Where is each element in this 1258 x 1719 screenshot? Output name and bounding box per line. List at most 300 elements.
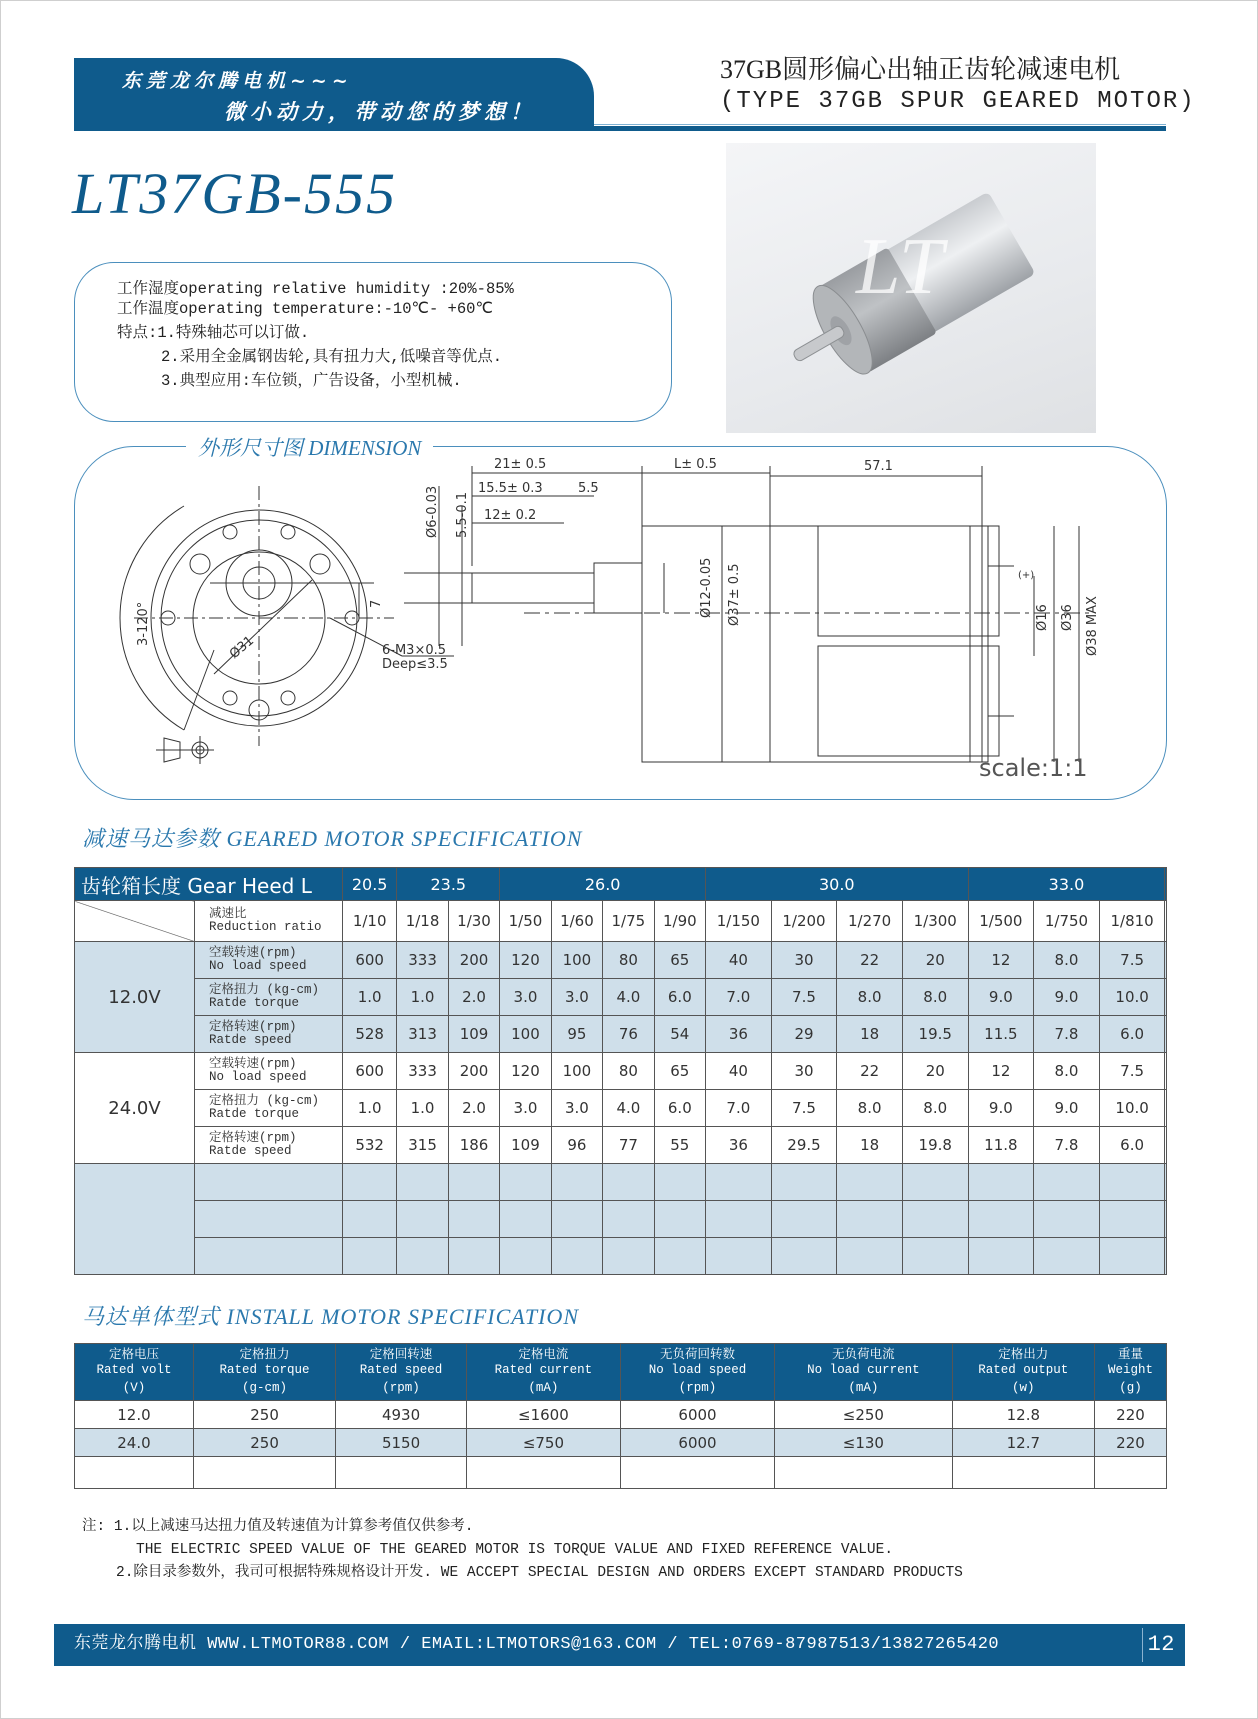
row-label-cn: 定格扭力 (kg-cm) bbox=[209, 1094, 320, 1108]
value-cell: 19.8 bbox=[902, 1127, 968, 1164]
empty-cell bbox=[1034, 1201, 1100, 1238]
ratio-label-en: Reduction ratio bbox=[209, 920, 322, 934]
row-label bbox=[195, 1127, 343, 1164]
row-label-en: Ratde speed bbox=[209, 1033, 292, 1047]
value-cell: 6.0 bbox=[1099, 1127, 1165, 1164]
empty-cell bbox=[654, 1238, 705, 1275]
value-cell: 7.5 bbox=[1099, 1053, 1165, 1090]
empty-cell bbox=[902, 1201, 968, 1238]
value-cell: 3.0 bbox=[500, 1090, 551, 1127]
motor-outline bbox=[770, 526, 970, 762]
row-label-en: Ratde torque bbox=[209, 996, 300, 1010]
note-1: 注: 1.以上减速马达扭力值及转速值为计算参考值仅供参考. bbox=[82, 1519, 474, 1535]
empty-cell bbox=[902, 1164, 968, 1201]
dimension-title: 外形尺寸图 DIMENSION bbox=[186, 432, 433, 462]
value-cell: 1.0 bbox=[343, 979, 397, 1016]
column-en: Rated current bbox=[494, 1363, 593, 1377]
empty-cell bbox=[837, 1164, 903, 1201]
value-cell: 20 bbox=[902, 1053, 968, 1090]
install-cell: 250 bbox=[193, 1429, 335, 1457]
empty-cell bbox=[500, 1238, 551, 1275]
empty-cell bbox=[771, 1164, 837, 1201]
empty-cell bbox=[397, 1238, 448, 1275]
value-cell: 9.0 bbox=[1034, 979, 1100, 1016]
value-cell: 3.0 bbox=[500, 979, 551, 1016]
value-cell: 12 bbox=[968, 942, 1034, 979]
empty-cell bbox=[551, 1238, 602, 1275]
install-cell: ≤130 bbox=[775, 1429, 953, 1457]
table-row bbox=[75, 1016, 1167, 1053]
value-cell: 65 bbox=[654, 942, 705, 979]
ratio-cell: 1/150 bbox=[706, 901, 772, 942]
empty-cell bbox=[603, 1201, 654, 1238]
empty-cell bbox=[195, 1164, 343, 1201]
install-column-header bbox=[620, 1344, 774, 1401]
value-cell: 9.0 bbox=[1034, 1090, 1100, 1127]
install-cell: 24.0 bbox=[75, 1429, 194, 1457]
empty-cell bbox=[1099, 1201, 1165, 1238]
table-row bbox=[75, 979, 1167, 1016]
column-unit: (w) bbox=[1012, 1381, 1035, 1395]
value-cell: 528 bbox=[343, 1016, 397, 1053]
gearhead-length: 33.0 bbox=[968, 868, 1165, 901]
ratio-cell: 1/200 bbox=[771, 901, 837, 942]
value-cell: 18 bbox=[837, 1127, 903, 1164]
install-cell: 4930 bbox=[336, 1401, 467, 1429]
row-label-en: No load speed bbox=[209, 1070, 307, 1084]
value-cell: 55 bbox=[654, 1127, 705, 1164]
table-row bbox=[75, 1053, 1167, 1090]
value-cell: 6.0 bbox=[654, 1090, 705, 1127]
column-unit: (mA) bbox=[848, 1381, 879, 1395]
install-cell bbox=[620, 1457, 774, 1489]
value-cell: 8.0 bbox=[837, 979, 903, 1016]
empty-cell bbox=[968, 1238, 1034, 1275]
value-cell: 10.0 bbox=[1099, 1090, 1165, 1127]
dim-L: L± 0.5 bbox=[674, 457, 717, 472]
ratio-cell: 1/270 bbox=[837, 901, 903, 942]
header-rule bbox=[594, 126, 1166, 131]
empty-cell bbox=[654, 1164, 705, 1201]
blank-cell bbox=[1165, 1016, 1167, 1053]
empty-cell bbox=[706, 1201, 772, 1238]
boss-label: Ø12-0.05 bbox=[699, 557, 714, 618]
value-cell: 96 bbox=[551, 1127, 602, 1164]
value-cell: 8.0 bbox=[1034, 1053, 1100, 1090]
feature-item: 2.采用全金属钢齿轮,具有扭力大,低噪音等优点. bbox=[161, 348, 503, 366]
install-cell: 6000 bbox=[620, 1429, 774, 1457]
watermark: LT bbox=[856, 223, 944, 311]
column-en: Rated output bbox=[978, 1363, 1069, 1377]
row-label bbox=[195, 942, 343, 979]
row-label bbox=[195, 1016, 343, 1053]
model-number: LT37GB-555 bbox=[72, 161, 397, 226]
features-box bbox=[74, 262, 672, 422]
dim-12: 12± 0.2 bbox=[484, 508, 537, 523]
install-column-header bbox=[775, 1344, 953, 1401]
value-cell: 4.0 bbox=[603, 979, 654, 1016]
value-cell: 8.0 bbox=[1034, 942, 1100, 979]
dimension-drawing bbox=[74, 446, 1167, 800]
empty-cell bbox=[448, 1238, 499, 1275]
empty-cell bbox=[195, 1238, 343, 1275]
value-cell: 76 bbox=[603, 1016, 654, 1053]
table-row bbox=[75, 942, 1167, 979]
value-cell: 100 bbox=[500, 1016, 551, 1053]
ratio-cell: 1/30 bbox=[448, 901, 499, 942]
blank-header bbox=[1165, 868, 1167, 901]
value-cell: 2.0 bbox=[448, 979, 499, 1016]
gearhead-label: 齿轮箱长度 Gear Heed L bbox=[75, 868, 343, 901]
empty-cell bbox=[771, 1201, 837, 1238]
feature-item: 3.典型应用:车位锁，广告设备，小型机械. bbox=[161, 372, 462, 390]
value-cell: 120 bbox=[500, 942, 551, 979]
table-row bbox=[75, 1429, 1167, 1457]
install-cell: ≤750 bbox=[466, 1429, 620, 1457]
value-cell: 11.8 bbox=[968, 1127, 1034, 1164]
value-cell: 8.0 bbox=[902, 979, 968, 1016]
value-cell: 532 bbox=[343, 1127, 397, 1164]
install-cell: 220 bbox=[1094, 1429, 1166, 1457]
value-cell: 600 bbox=[343, 942, 397, 979]
column-unit: (rpm) bbox=[678, 1381, 717, 1395]
empty-cell bbox=[771, 1238, 837, 1275]
dim-5-5: 5.5 bbox=[578, 481, 599, 496]
row-label-en: No load speed bbox=[209, 959, 307, 973]
value-cell: 12 bbox=[968, 1053, 1034, 1090]
type-title-en: (TYPE 37GB SPUR GEARED MOTOR) bbox=[720, 88, 1196, 115]
row-label-en: Ratde speed bbox=[209, 1144, 292, 1158]
column-unit: (g) bbox=[1119, 1381, 1142, 1395]
temperature-spec: 工作温度operating temperature:-10℃- +60℃ bbox=[117, 300, 493, 318]
ratio-cell: 1/18 bbox=[397, 901, 448, 942]
ratio-cell: 1/750 bbox=[1034, 901, 1100, 942]
value-cell: 19.5 bbox=[902, 1016, 968, 1053]
note-2: 2.除目录参数外，我司可根据特殊规格设计开发. WE ACCEPT SPECIAL DESIGN AND ORDERS EXCEPT STANDARD PRODUCTS bbox=[116, 1565, 963, 1581]
column-en: No load current bbox=[807, 1363, 920, 1377]
value-cell: 30 bbox=[771, 1053, 837, 1090]
value-cell: 120 bbox=[500, 1053, 551, 1090]
gearhead-length: 20.5 bbox=[343, 868, 397, 901]
row-label-en: Ratde torque bbox=[209, 1107, 300, 1121]
install-column-header bbox=[336, 1344, 467, 1401]
angle-label: 3-120° bbox=[136, 601, 151, 646]
value-cell: 6.0 bbox=[1099, 1016, 1165, 1053]
shaft-flat-label: 5.5-0.1 bbox=[455, 491, 470, 538]
value-cell: 600 bbox=[343, 1053, 397, 1090]
ratio-cell: 1/60 bbox=[551, 901, 602, 942]
d38-label: Ø38 MAX bbox=[1085, 596, 1100, 656]
blank-cell bbox=[1165, 979, 1167, 1016]
value-cell: 4.0 bbox=[603, 1090, 654, 1127]
empty-row bbox=[75, 1238, 1167, 1275]
install-column-header bbox=[75, 1344, 194, 1401]
value-cell: 10.0 bbox=[1099, 979, 1165, 1016]
row-label bbox=[195, 1090, 343, 1127]
humidity-spec: 工作湿度operating relative humidity :20%-85% bbox=[117, 280, 514, 298]
install-cell bbox=[193, 1457, 335, 1489]
install-cell: ≤250 bbox=[775, 1401, 953, 1429]
value-cell: 109 bbox=[500, 1127, 551, 1164]
install-column-header bbox=[193, 1344, 335, 1401]
column-en: Rated speed bbox=[359, 1363, 443, 1377]
value-cell: 100 bbox=[551, 1053, 602, 1090]
empty-cell bbox=[968, 1201, 1034, 1238]
empty-cell bbox=[603, 1238, 654, 1275]
scale-label: scale:1:1 bbox=[979, 754, 1088, 782]
empty-row bbox=[75, 1201, 1167, 1238]
geared-spec-title: 减速马达参数 GEARED MOTOR SPECIFICATION bbox=[82, 826, 583, 851]
empty-cell bbox=[448, 1201, 499, 1238]
page-number: 12 bbox=[1147, 1632, 1175, 1657]
value-cell: 7.5 bbox=[771, 979, 837, 1016]
value-cell: 20 bbox=[902, 942, 968, 979]
value-cell: 7.8 bbox=[1034, 1016, 1100, 1053]
value-cell: 65 bbox=[654, 1053, 705, 1090]
value-cell: 7.5 bbox=[771, 1090, 837, 1127]
product-photo bbox=[726, 143, 1096, 433]
empty-cell bbox=[1165, 1164, 1167, 1201]
value-cell: 77 bbox=[603, 1127, 654, 1164]
empty-cell bbox=[551, 1201, 602, 1238]
ratio-cell: 1/10 bbox=[343, 901, 397, 942]
empty-cell bbox=[500, 1201, 551, 1238]
value-cell: 8.0 bbox=[837, 1090, 903, 1127]
row-label-cn: 定格扭力 (kg-cm) bbox=[209, 983, 320, 997]
blank-cell bbox=[1165, 901, 1167, 942]
value-cell: 313 bbox=[397, 1016, 448, 1053]
deep-label: Deep≤3.5 bbox=[382, 657, 448, 672]
empty-cell bbox=[1034, 1164, 1100, 1201]
type-title-cn: 37GB圆形偏心出轴正齿轮减速电机 bbox=[720, 55, 1121, 84]
value-cell: 1.0 bbox=[397, 979, 448, 1016]
pcd-label: Ø31 bbox=[226, 633, 258, 663]
value-cell: 3.0 bbox=[551, 979, 602, 1016]
install-cell: ≤1600 bbox=[466, 1401, 620, 1429]
ratio-cell: 1/50 bbox=[500, 901, 551, 942]
install-cell: 12.0 bbox=[75, 1401, 194, 1429]
empty-cell bbox=[75, 1164, 195, 1275]
empty-cell bbox=[397, 1201, 448, 1238]
value-cell: 7.8 bbox=[1034, 1127, 1100, 1164]
empty-cell bbox=[397, 1164, 448, 1201]
empty-cell bbox=[902, 1238, 968, 1275]
empty-cell bbox=[706, 1238, 772, 1275]
blank-cell bbox=[1165, 1090, 1167, 1127]
value-cell: 3.0 bbox=[551, 1090, 602, 1127]
install-cell bbox=[466, 1457, 620, 1489]
column-cn: 定格回转速 bbox=[369, 1348, 433, 1362]
value-cell: 200 bbox=[448, 1053, 499, 1090]
value-cell: 22 bbox=[837, 1053, 903, 1090]
feature-text: 1.特殊轴芯可以订做. bbox=[157, 324, 310, 342]
column-en: Weight bbox=[1107, 1363, 1153, 1377]
column-cn: 无负荷回转数 bbox=[660, 1348, 736, 1362]
empty-cell bbox=[1165, 1201, 1167, 1238]
notes bbox=[82, 1516, 963, 1585]
screw-label: 6-M3×0.5 bbox=[382, 643, 447, 658]
value-cell: 11.5 bbox=[968, 1016, 1034, 1053]
value-cell: 2.0 bbox=[448, 1090, 499, 1127]
column-unit: (V) bbox=[122, 1381, 146, 1395]
features-label: 特点: bbox=[117, 324, 158, 342]
value-cell: 54 bbox=[654, 1016, 705, 1053]
install-cell bbox=[336, 1457, 467, 1489]
ratio-cell: 1/300 bbox=[902, 901, 968, 942]
d16-label: Ø16 bbox=[1035, 604, 1050, 631]
d36-label: Ø36 bbox=[1060, 604, 1075, 631]
note-1-en: THE ELECTRIC SPEED VALUE OF THE GEARED MOTOR IS TORQUE VALUE AND FIXED REFERENCE VALUE. bbox=[136, 1542, 894, 1558]
row-label-cn: 空载转速(rpm) bbox=[209, 946, 297, 960]
value-cell: 40 bbox=[706, 942, 772, 979]
column-en: Rated torque bbox=[219, 1363, 310, 1377]
install-cell bbox=[1094, 1457, 1166, 1489]
value-cell: 9.0 bbox=[968, 979, 1034, 1016]
voltage-cell: 12.0V bbox=[75, 942, 195, 1053]
install-cell: 250 bbox=[193, 1401, 335, 1429]
value-cell: 6.0 bbox=[654, 979, 705, 1016]
value-cell: 40 bbox=[706, 1053, 772, 1090]
value-cell: 18 bbox=[837, 1016, 903, 1053]
table-row bbox=[75, 1401, 1167, 1429]
value-cell: 95 bbox=[551, 1016, 602, 1053]
empty-cell bbox=[448, 1164, 499, 1201]
empty-cell bbox=[551, 1164, 602, 1201]
install-cell: 6000 bbox=[620, 1401, 774, 1429]
install-cell: 12.8 bbox=[952, 1401, 1094, 1429]
value-cell: 7.0 bbox=[706, 979, 772, 1016]
empty-cell bbox=[837, 1201, 903, 1238]
column-en: No load speed bbox=[648, 1363, 747, 1377]
value-cell: 9.0 bbox=[968, 1090, 1034, 1127]
empty-cell bbox=[603, 1164, 654, 1201]
install-column-header bbox=[1094, 1344, 1166, 1401]
value-cell: 1.0 bbox=[397, 1090, 448, 1127]
gearhead-length: 23.5 bbox=[397, 868, 500, 901]
empty-cell bbox=[343, 1201, 397, 1238]
front-view bbox=[120, 486, 454, 764]
value-cell: 200 bbox=[448, 942, 499, 979]
column-unit: (rpm) bbox=[382, 1381, 420, 1395]
geared-spec-table bbox=[74, 867, 1167, 1275]
table-row bbox=[75, 1127, 1167, 1164]
voltage-cell: 24.0V bbox=[75, 1053, 195, 1164]
row-label-cn: 定格转速(rpm) bbox=[209, 1020, 297, 1034]
value-cell: 36 bbox=[706, 1127, 772, 1164]
ratio-label bbox=[195, 901, 343, 942]
value-cell: 80 bbox=[603, 942, 654, 979]
row-label-cn: 定格转速(rpm) bbox=[209, 1131, 297, 1145]
value-cell: 29.5 bbox=[771, 1127, 837, 1164]
value-cell: 1.0 bbox=[343, 1090, 397, 1127]
empty-cell bbox=[654, 1201, 705, 1238]
header-rule-light bbox=[594, 124, 1166, 125]
gearhead-length: 30.0 bbox=[706, 868, 969, 901]
value-cell: 29 bbox=[771, 1016, 837, 1053]
empty-cell bbox=[968, 1164, 1034, 1201]
value-cell: 100 bbox=[551, 942, 602, 979]
install-cell bbox=[75, 1457, 194, 1489]
value-cell: 80 bbox=[603, 1053, 654, 1090]
slogan: 微小动力，带动您的梦想！ bbox=[224, 99, 536, 124]
install-column-header bbox=[952, 1344, 1094, 1401]
install-column-header bbox=[466, 1344, 620, 1401]
value-cell: 8.0 bbox=[902, 1090, 968, 1127]
install-cell: 12.7 bbox=[952, 1429, 1094, 1457]
empty-cell bbox=[837, 1238, 903, 1275]
empty-row bbox=[75, 1164, 1167, 1201]
ratio-cell: 1/90 bbox=[654, 901, 705, 942]
value-cell: 30 bbox=[771, 942, 837, 979]
diagonal-cell bbox=[75, 901, 195, 942]
column-unit: (mA) bbox=[528, 1381, 559, 1395]
offset-label: 7 bbox=[369, 599, 384, 608]
ratio-cell: 1/500 bbox=[968, 901, 1034, 942]
empty-cell bbox=[500, 1164, 551, 1201]
column-cn: 定格电流 bbox=[518, 1348, 569, 1362]
empty-cell bbox=[1099, 1238, 1165, 1275]
empty-cell bbox=[1034, 1238, 1100, 1275]
empty-cell bbox=[195, 1201, 343, 1238]
plus-terminal-label: (+) bbox=[1018, 570, 1035, 581]
footer-contact: 东莞龙尔腾电机 WWW.LTMOTOR88.COM / EMAIL:LTMOTORS@163.COM / TEL:0769-87987513/13827265420 bbox=[74, 1635, 1000, 1654]
blank-cell bbox=[1165, 942, 1167, 979]
value-cell: 109 bbox=[448, 1016, 499, 1053]
company-banner bbox=[74, 58, 594, 131]
column-cn: 定格出力 bbox=[998, 1348, 1049, 1362]
column-cn: 无负荷电流 bbox=[832, 1348, 895, 1362]
install-cell bbox=[775, 1457, 953, 1489]
blank-cell bbox=[1165, 1127, 1167, 1164]
footer-divider bbox=[1142, 1628, 1143, 1662]
empty-cell bbox=[1165, 1238, 1167, 1275]
blank-cell bbox=[1165, 1053, 1167, 1090]
value-cell: 333 bbox=[397, 1053, 448, 1090]
empty-cell bbox=[343, 1238, 397, 1275]
empty-cell bbox=[1099, 1164, 1165, 1201]
column-cn: 重量 bbox=[1117, 1348, 1143, 1362]
motor-illustration bbox=[726, 143, 1096, 433]
ratio-label-cn: 减速比 bbox=[209, 907, 247, 921]
gearhead-length: 26.0 bbox=[500, 868, 706, 901]
row-label-cn: 空载转速(rpm) bbox=[209, 1057, 297, 1071]
install-cell bbox=[952, 1457, 1094, 1489]
table-row bbox=[75, 1457, 1167, 1489]
value-cell: 7.5 bbox=[1099, 942, 1165, 979]
type-title bbox=[720, 54, 1196, 118]
value-cell: 186 bbox=[448, 1127, 499, 1164]
column-unit: (g-cm) bbox=[242, 1381, 288, 1395]
install-cell: 5150 bbox=[336, 1429, 467, 1457]
ratio-cell: 1/810 bbox=[1099, 901, 1165, 942]
install-spec-title: 马达单体型式 INSTALL MOTOR SPECIFICATION bbox=[82, 1304, 580, 1329]
value-cell: 315 bbox=[397, 1127, 448, 1164]
feature-item bbox=[117, 323, 671, 343]
table-row bbox=[75, 1090, 1167, 1127]
column-cn: 定格电压 bbox=[108, 1348, 159, 1362]
shaft-dia-label: Ø6-0.03 bbox=[425, 485, 440, 538]
value-cell: 22 bbox=[837, 942, 903, 979]
row-label bbox=[195, 1053, 343, 1090]
gearbox-dia-label: Ø37± 0.5 bbox=[727, 563, 742, 626]
empty-cell bbox=[706, 1164, 772, 1201]
dim-57: 57.1 bbox=[864, 459, 893, 474]
row-label bbox=[195, 979, 343, 1016]
value-cell: 36 bbox=[706, 1016, 772, 1053]
footer-bar bbox=[54, 1624, 1185, 1666]
column-cn: 定格扭力 bbox=[239, 1348, 290, 1362]
ratio-cell: 1/75 bbox=[603, 901, 654, 942]
